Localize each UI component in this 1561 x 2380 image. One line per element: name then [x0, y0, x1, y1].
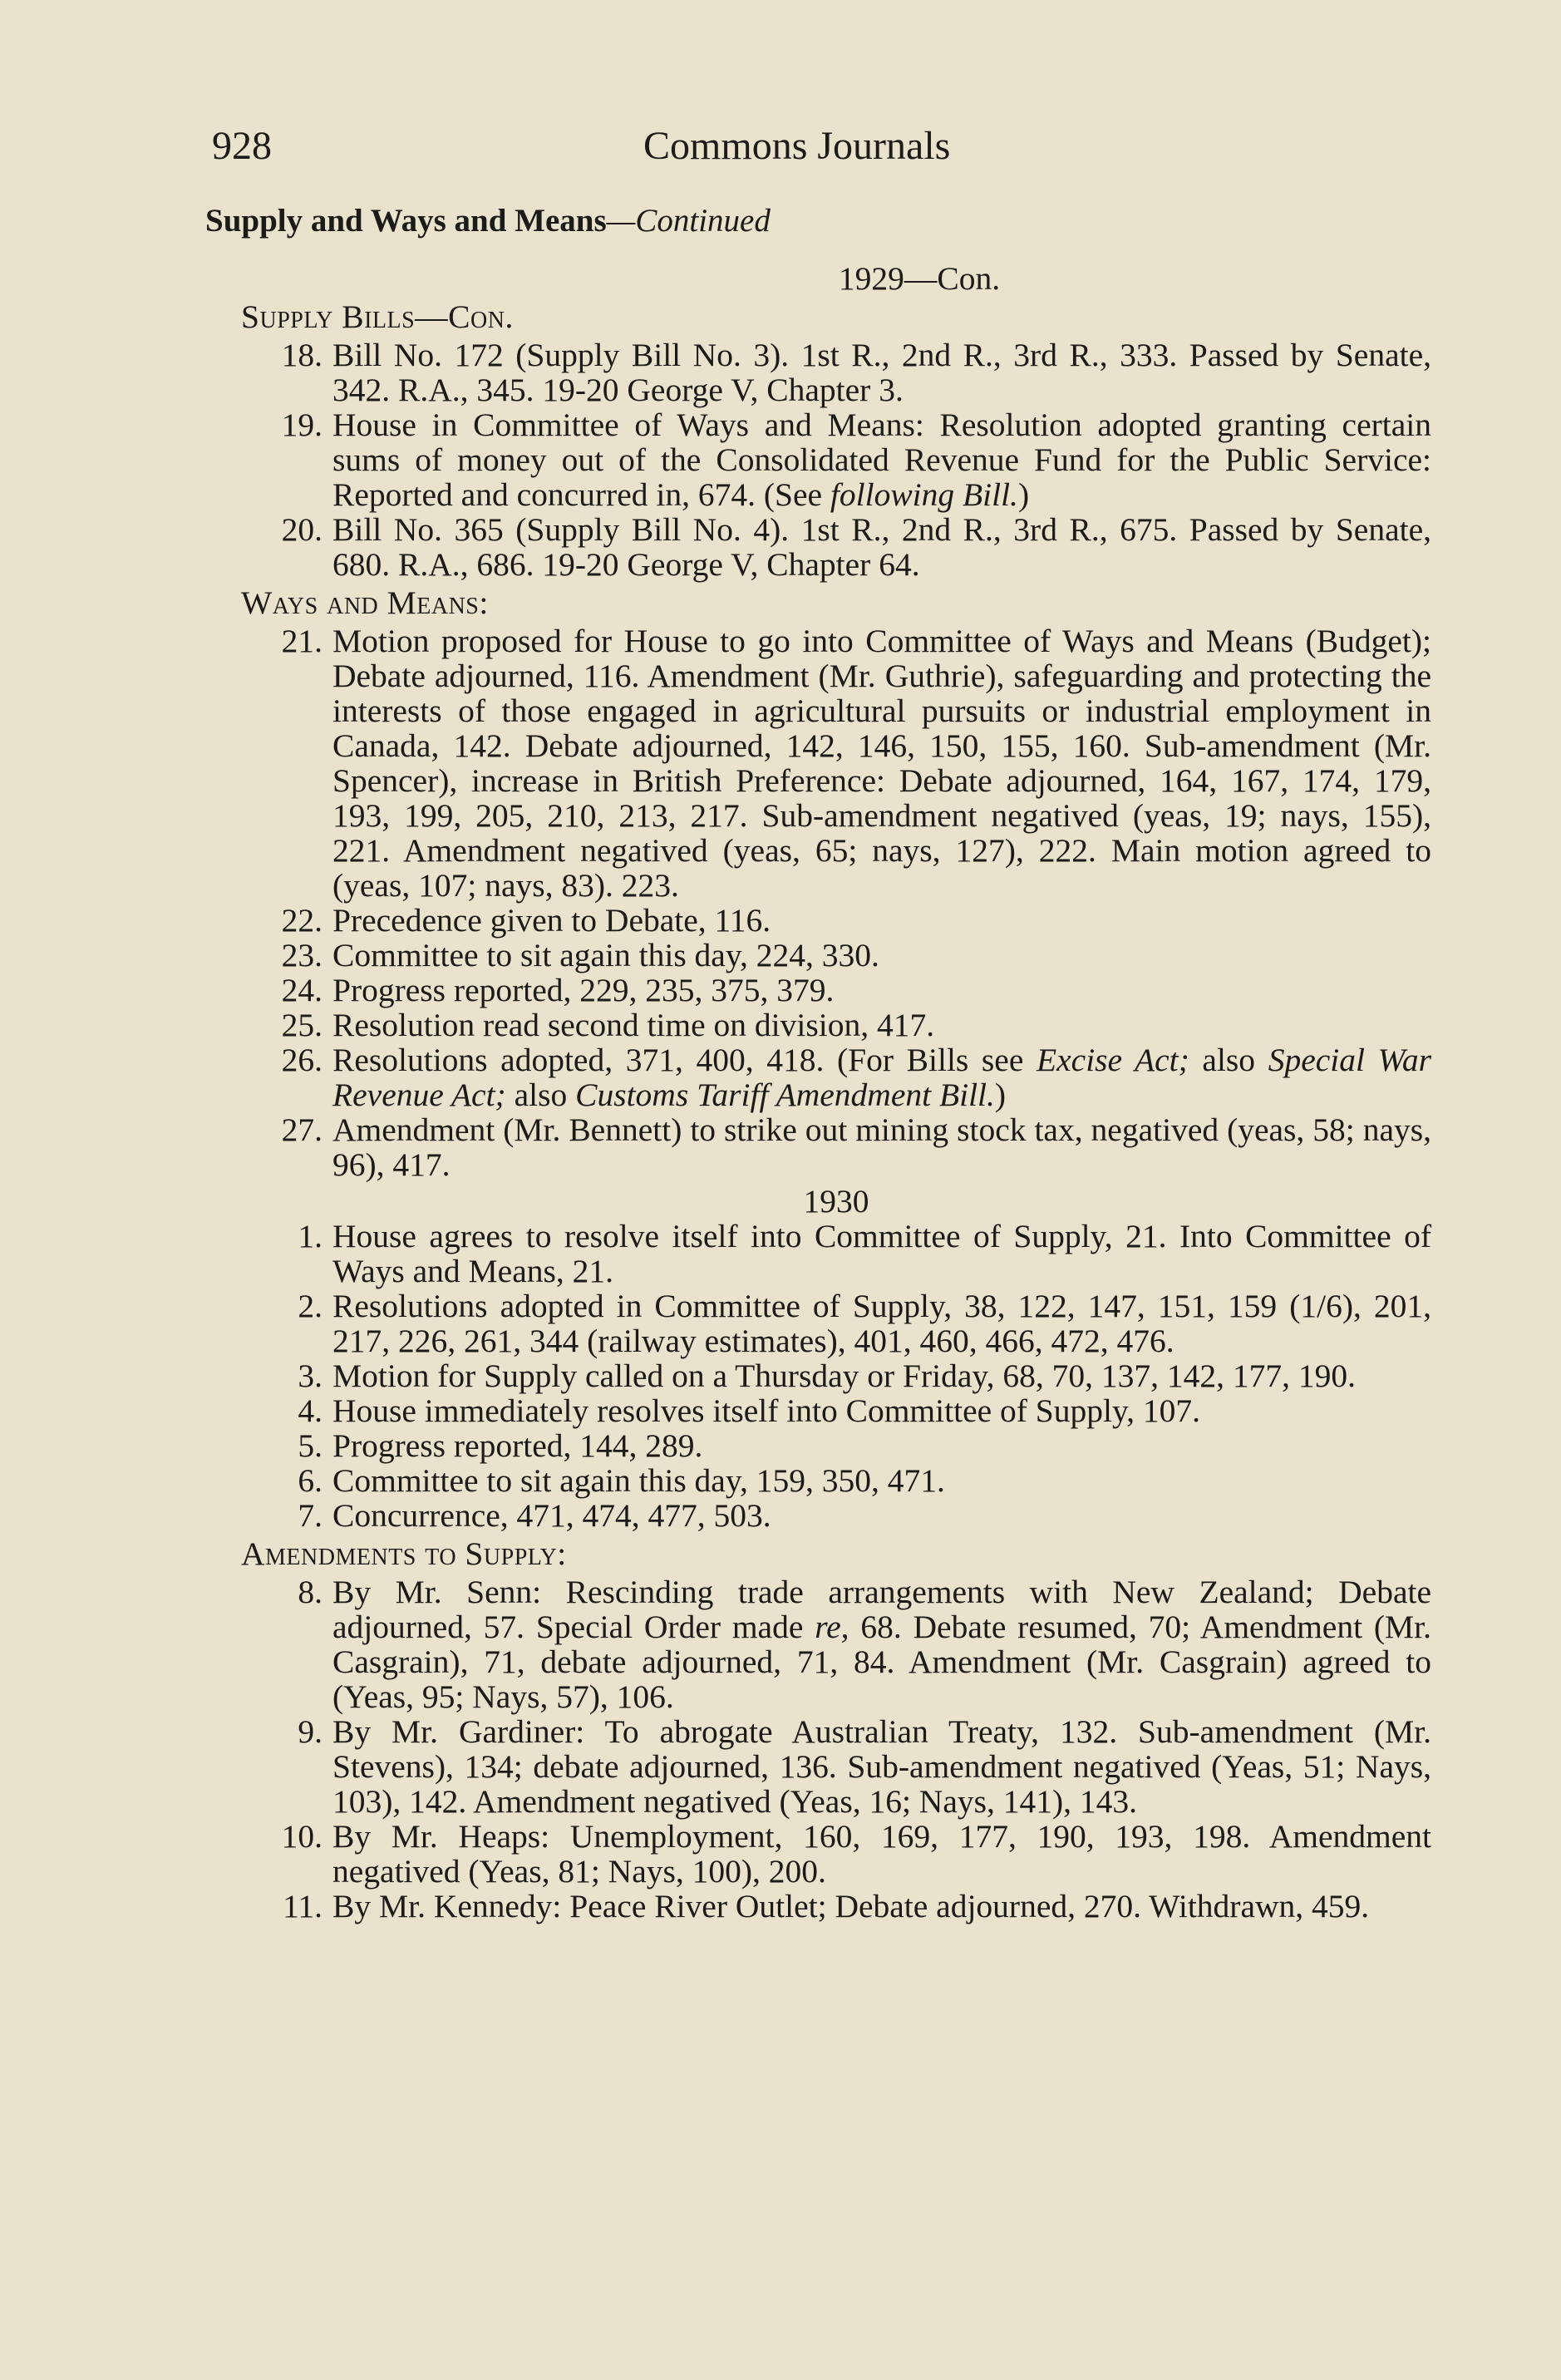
entry-text: Resolutions adopted in Committee of Supply, 38, 122, 147, 151, 159 (1/6), 201, 217, 226, 261, 344 (railway estimates), 401, 460, 466, 472, 476.: [332, 1288, 1431, 1359]
entry-text-italic: re,: [815, 1609, 849, 1645]
entry-text: Bill No. 365 (Supply Bill No. 4). 1st R., 2nd R., 3rd R., 675. Passed by Senate, 680. R.A., 686. 19-20 George V, Chapter 64.: [332, 511, 1431, 583]
running-title: Commons Journals: [643, 124, 951, 168]
list-item: [241, 1358, 1431, 1393]
entry-number: 25.: [281, 1007, 323, 1043]
ways-and-means-list: [241, 623, 1431, 1182]
entry-text-part: 68. Debate resumed, 70; Amendment (Mr. Casgrain), 71, debate adjourned, 71, 84. Amendment (Mr. Casgrain) agreed to (Yeas, 95; Nays, 57), 106.: [332, 1609, 1432, 1715]
entry-text-part: also: [1189, 1042, 1268, 1078]
entry-text: Resolution read second time on division, 417.: [332, 1007, 935, 1043]
entry-text: Committee to sit again this day, 159, 350, 471.: [332, 1462, 945, 1499]
entry-number: 4.: [298, 1392, 323, 1429]
entry-number: 7.: [298, 1497, 323, 1534]
entry-number: 11.: [283, 1888, 323, 1924]
entry-text: Motion proposed for House to go into Committee of Ways and Means (Budget); Debate adjourned, 116. Amendment (Mr. Guthrie), safeguarding and protecting the interests of those engaged in agricultural pursuits or industrial employment in Canada, 142. Debate adjourned, 142, 146, 150, 155, 160. Sub-amendment (Mr. Spencer), increase in British Preference: Debate adjourned, 164, 167, 174, 179, 193, 199, 205, 210, 213, 217. Sub-amendment negatived (yeas, 19; nays, 155), 221. Amendment negatived (yeas, 65; nays, 127), 222. Main motion agreed to (yeas, 107; nays, 83). 223.: [332, 623, 1431, 904]
section-title: Supply and Ways and Means: [205, 203, 607, 239]
entry-text: Motion for Supply called on a Thursday or Friday, 68, 70, 137, 142, 177, 190.: [332, 1358, 1356, 1394]
entry-text-part: also: [505, 1077, 576, 1113]
entry-number: 26.: [281, 1042, 323, 1078]
list-item: [241, 1428, 1431, 1463]
list-item: [241, 512, 1431, 582]
entry-text: Progress reported, 229, 235, 375, 379.: [332, 972, 835, 1008]
entry-text: House agrees to resolve itself into Committee of Supply, 21. Into Committee of Ways and Means, 21.: [332, 1218, 1431, 1289]
list-item: [241, 1574, 1431, 1714]
entry-number: 20.: [281, 511, 323, 548]
entry-text: Concurrence, 471, 474, 477, 503.: [332, 1497, 771, 1534]
entry-text-part: ): [1017, 476, 1030, 513]
list-item: [241, 1008, 1431, 1042]
subhead-amendments-to-supply: Amendments to Supply:: [241, 1535, 567, 1572]
entry-number: 21.: [281, 623, 323, 659]
entry-text: Progress reported, 144, 289.: [332, 1427, 703, 1464]
list-item: [241, 623, 1431, 903]
entry-number: 1.: [298, 1218, 323, 1254]
list-item: [241, 973, 1431, 1008]
entry-text-part: By Mr. Senn: Rescinding trade arrangements with New Zealand; Debate adjourned, 57. Special Order made: [332, 1574, 1431, 1645]
list-item: [241, 338, 1431, 407]
list-item: [241, 938, 1431, 973]
page-header: [0, 123, 1561, 173]
entry-text: By Mr. Gardiner: To abrogate Australian Treaty, 132. Sub-amendment (Mr. Stevens), 134; debate adjourned, 136. Sub-amendment negatived (Yeas, 51; Nays, 103), 142. Amendment negatived (Yeas, 16; Nays, 141), 143.: [332, 1713, 1431, 1820]
list-item: [241, 1289, 1431, 1358]
entry-text: [332, 407, 1431, 512]
page-body: [241, 261, 1431, 1924]
page-number: 928: [212, 124, 272, 168]
list-item: [241, 1714, 1431, 1819]
entry-text: Amendment (Mr. Bennett) to strike out mining stock tax, negatived (yeas, 58; nays, 96), 417.: [332, 1111, 1431, 1183]
year-heading-1930: 1930: [803, 1183, 869, 1220]
entry-text: Committee to sit again this day, 224, 330.: [332, 937, 879, 973]
supply-bills-list: [241, 338, 1431, 582]
list-item: [241, 1889, 1431, 1924]
amendments-list: [241, 1574, 1431, 1924]
entry-number: 6.: [298, 1462, 323, 1499]
entry-text-italic: Excise Act;: [1037, 1042, 1189, 1078]
entry-number: 8.: [298, 1574, 323, 1610]
entry-text: By Mr. Kennedy: Peace River Outlet; Debate adjourned, 270. Withdrawn, 459.: [332, 1888, 1370, 1924]
entry-number: 24.: [281, 972, 323, 1008]
section-continued: —Continued: [606, 203, 771, 239]
entry-number: 5.: [298, 1427, 323, 1464]
entry-number: 19.: [281, 407, 323, 443]
subhead-supply-bills: Supply Bills—Con.: [241, 298, 514, 335]
entry-number: 9.: [298, 1713, 323, 1750]
entry-text-italic: following Bill.: [830, 476, 1018, 513]
list-item: [241, 1393, 1431, 1428]
list-item: [241, 1219, 1431, 1289]
entry-number: 27.: [281, 1111, 323, 1148]
entry-text-part: Resolutions adopted, 371, 400, 418. (For Bills see: [332, 1042, 1037, 1078]
entry-number: 23.: [281, 937, 323, 973]
entry-number: 3.: [298, 1358, 323, 1394]
entry-number: 2.: [298, 1288, 323, 1324]
entry-text: By Mr. Heaps: Unemployment, 160, 169, 177, 190, 193, 198. Amendment negatived (Yeas, 81; Nays, 100), 200.: [332, 1818, 1431, 1890]
entry-text-italic: Special War Revenue Act;: [332, 1042, 1431, 1113]
list-item: [241, 1042, 1431, 1112]
entry-text: [332, 1042, 1431, 1112]
entry-number: 10.: [281, 1818, 323, 1855]
year-heading-1929: 1929—Con.: [838, 260, 1001, 297]
entry-number: 18.: [281, 337, 323, 373]
entry-text-part: House in Committee of Ways and Means: Resolution adopted granting certain sums of money out of the Consolidated Revenue Fund for the Public Service: Reported and concurred in, 674. (See: [332, 407, 1431, 513]
list-item: [241, 407, 1431, 512]
list-item: [241, 1463, 1431, 1498]
list-item: [241, 1819, 1431, 1889]
section-heading: [205, 202, 771, 239]
entry-text: Precedence given to Debate, 116.: [332, 902, 771, 939]
list-item: [241, 903, 1431, 938]
entry-text-part: ): [994, 1077, 1007, 1113]
entries-1930-list: [241, 1219, 1431, 1533]
entry-text: House immediately resolves itself into Committee of Supply, 107.: [332, 1392, 1201, 1429]
entry-text: [332, 1574, 1431, 1714]
entry-number: 22.: [281, 902, 323, 939]
list-item: [241, 1112, 1431, 1182]
subhead-ways-and-means: Ways and Means:: [241, 584, 489, 621]
entry-text: Bill No. 172 (Supply Bill No. 3). 1st R., 2nd R., 3rd R., 333. Passed by Senate, 342. R.A., 345. 19-20 George V, Chapter 3.: [332, 337, 1431, 408]
list-item: [241, 1498, 1431, 1533]
entry-text-italic: Customs Tariff Amendment Bill.: [575, 1077, 995, 1113]
